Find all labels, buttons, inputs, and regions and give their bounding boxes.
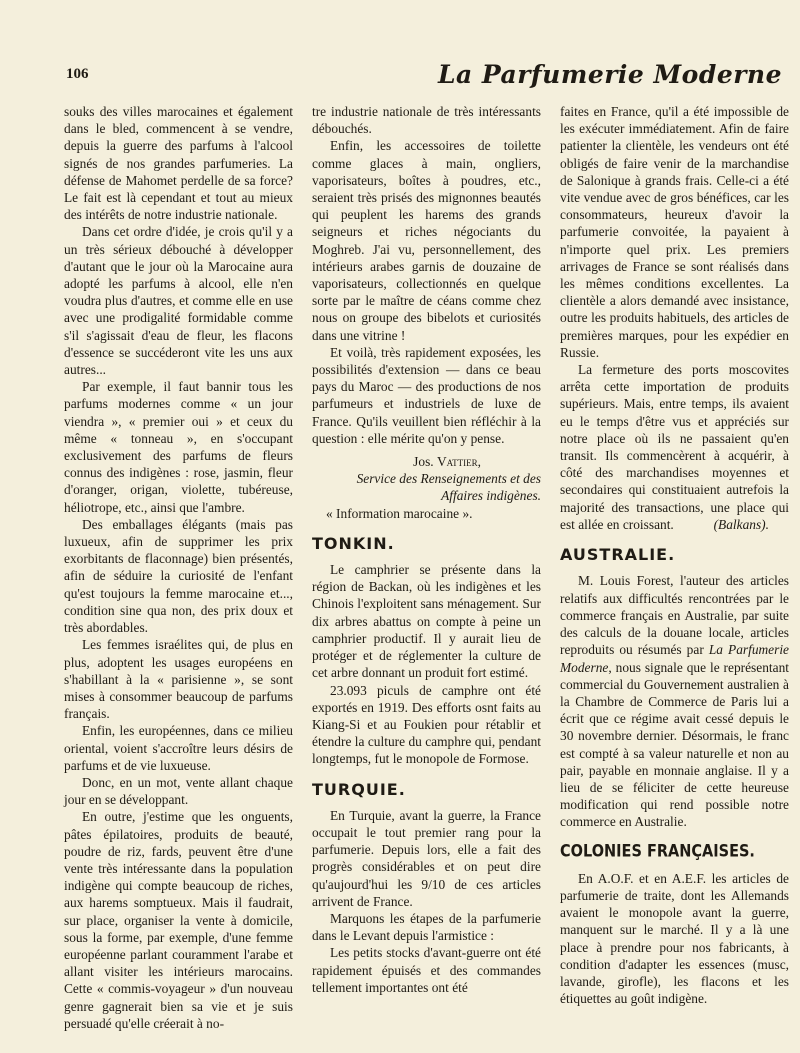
journal-title: La Parfumerie Moderne bbox=[560, 642, 789, 675]
signature-source: « Information marocaine ». bbox=[326, 505, 473, 521]
paragraph: Donc, en un mot, vente allant chaque jour en se développant. bbox=[64, 774, 293, 808]
paragraph: Enfin, les européennes, dans ce milieu oriental, voient s'accroître leurs désirs de parfums et de vie luxueuse. bbox=[64, 723, 293, 773]
paragraph: Le camphrier se présente dans la région de Backan, où les indigènes et les Chinois l'exploitent sans ménagement. Sur dix arbres abattus on compte à peine un camphrier productif. Il y aurait lieu de protéger et de réglementer la culture de cet arbre donnant un produit fort estimé. bbox=[312, 562, 541, 681]
text: , nous signale que le représentant commercial du Gouvernement australien à la Chambre de Commerce de Paris lui a écrit que ce régime avait cessé depuis le 30 novembre dernier. Désormais, le franc est compté à sa valeur naturelle et non au pair, payable en monnaie anglaise. Il y a lieu de se féliciter de cette heureuse modification qui rend possible notre commerce en Australie. bbox=[560, 659, 789, 830]
paragraph: Des emballages élégants (mais pas luxueux, afin de supprimer les prix exorbitants de flaconnage) bien présentés, afin de séduire la curiosité de l'enfant qu'est toujours la femme marocaine et..., condition sine qua non, des prix doux et très abordables. bbox=[64, 516, 293, 636]
paragraph: En outre, j'estime que les onguents, pâtes épilatoires, produits de beauté, poudre de riz, fards, peuvent être d'une vente très intéressante dans la population indigène qui compte beaucoup de riches, aux harems somptueux. Mais il faudrait, sur place, organiser la vente à domicile, sous la forme, par exemple, d'une femme européenne parlant couramment l'arabe et allant visiter les intérieurs marocains. Cette « commis-voyageur » d'un nouveau genre gagnerait bien sa vie et je suis persuadé qu'elle créerait à no- bbox=[64, 809, 293, 1031]
paragraph: 23.093 piculs de camphre ont été exportés en 1919. Des efforts osnt faits au Kiang-Si et au Foukien pour rétablir et étendre la culture du camphre qui, pendant longtemps, fut le monopole de Formose. bbox=[312, 682, 541, 767]
column-2 bbox=[312, 103, 541, 996]
paragraph: Et voilà, très rapidement exposées, les possibilités d'extension — dans ce beau pays du Maroc — des productions de nos parfumeurs et industriels de luxe de France. Qu'ils veuillent bien réfléchir à la question : elle mérite qu'on y pense. bbox=[312, 344, 541, 446]
paragraph: La fermeture des ports moscovites arrêta cette importation de produits supérieurs. Mais, entre temps, ils avaient eu le temps d'être vus et appréciés sur notre place où ils ne passaient qu'en transit. Ils commencèrent à acquérir, à côté des marchandises moyennes et secondaires qui constituaient autrefois la majorité des transactions, une place qui est allée en croissant. bbox=[560, 362, 789, 532]
heading-colonies: COLONIES FRANÇAISES. bbox=[560, 842, 755, 861]
signature-prefix: Jos. bbox=[413, 454, 437, 470]
paragraph: faites en France, qu'il a été impossible de les exécuter immédiatement. Afin de faire patienter la clientèle, les vendeurs ont été obligés de faire venir de la marchandise de Salonique à grands frais. Celle-ci a été vite vendue avec de gros bénéfices, car les consommateurs, heureux d'avoir la parfumerie convoitée, la payaient à n'importe quel prix. Les premiers arrivages de France se sont réalisés dans les mêmes conditions excellentes. La clientèle a alors demandé avec insistance, outre les produits habituels, des articles de premières marques, pour les expédier en Russie. bbox=[560, 104, 789, 360]
signature bbox=[312, 453, 541, 470]
balkans-credit: (Balkans). bbox=[713, 517, 769, 533]
text: M. Louis Forest, l'auteur des articles relatifs aux difficultés rencontrées par le commerce français en Australie, par suite des calculs de la douane locale, articles reproduits ou résumés par bbox=[560, 573, 789, 658]
heading-turquie: TURQUIE. bbox=[312, 779, 406, 799]
paragraph-australie bbox=[560, 572, 789, 830]
paragraph: Marquons les étapes de la parfumerie dans le Levant depuis l'armistice : bbox=[312, 910, 541, 944]
paragraph: Dans cet ordre d'idée, je crois qu'il y a un très sérieux débouché à développer d'autant que le jour où la Marocaine aura adopté les parfums à alcool, elle n'en voudra plus d'autres, et comme elle en use avec une prodigalité formidable comme s'il s'agissait d'eau de fleur, les flacons d'essence se succéderont vite les uns aux autres... bbox=[64, 224, 293, 378]
paragraph: Les petits stocks d'avant-guerre ont été rapidement épuisés et des commandes tellement importantes ont été bbox=[312, 945, 541, 995]
column-1 bbox=[64, 103, 293, 1032]
heading-tonkin: TONKIN. bbox=[312, 533, 395, 553]
paragraph: souks des villes marocaines et également dans le bled, commencent à se vendre, depuis la guerre des parfums à l'alcool signés de nos grandes parfumeries. La défense de Mahomet perdelle de sa force? Le fait est là cependant et tout au mieux des intérêts de notre industrie nationale. bbox=[64, 104, 293, 223]
heading-australie: AUSTRALIE. bbox=[560, 545, 676, 565]
paragraph: En Turquie, avant la guerre, la France occupait le tout premier rang pour la parfumerie. Depuis lors, elle a fait des progrès considérables et on peut dire qu'aujourd'hui les 9/10 de ces articles arrivent de France. bbox=[312, 807, 541, 909]
running-head: La Parfumerie Moderne bbox=[437, 60, 782, 89]
paragraph: Enfin, les accessoires de toilette comme glaces à main, ongliers, vaporisateurs, boîtes à poudres, etc., seraient très prisés des mignonnes beautés qui peuplent les harems des grands seigneurs et riches négociants du Moghreb. J'ai vu, personnellement, des intérieurs arabes garnis de douzaine de vaporisateurs, collectionnés en quelque sorte par le maître de céans comme chez nous on groupe des bibelots et curiosités dans une vitrine ! bbox=[312, 138, 541, 343]
paragraph: Les femmes israélites qui, de plus en plus, adoptent les usages européens en s'habillant à la « parisienne », se sont mises à consommer beaucoup de parfums français. bbox=[64, 637, 293, 722]
page-number: 106 bbox=[66, 66, 89, 82]
signature-service-1: Service des Renseignements et des bbox=[356, 471, 541, 487]
paragraph: Par exemple, il faut bannir tous les parfums modernes comme « un jour viendra », « premier oui » et ceux du même « tonneau », en s'occupant exclusivement des parfums de fleurs connus des indigènes : rose, jasmin, fleur d'oranger, origan, violette, tubéreuse, héliotrope, etc., ainsi que l'ambre. bbox=[64, 379, 293, 515]
column-3 bbox=[560, 103, 789, 1007]
paragraph: En A.O.F. et en A.E.F. les articles de parfumerie de traite, dont les Allemands avaient le monopole avant la guerre, manquent sur le marché. Il y a là une place à prendre pour nos fabricants, à condition d'adapter les essences (musc, lavande, girofle), les flacons et les étiquettes au goût indigène. bbox=[560, 870, 789, 1007]
signature-service-2: Affaires indigènes. bbox=[441, 488, 541, 504]
signature-name: Vattier, bbox=[436, 454, 481, 470]
paragraph: tre industrie nationale de très intéressants débouchés. bbox=[312, 104, 541, 137]
